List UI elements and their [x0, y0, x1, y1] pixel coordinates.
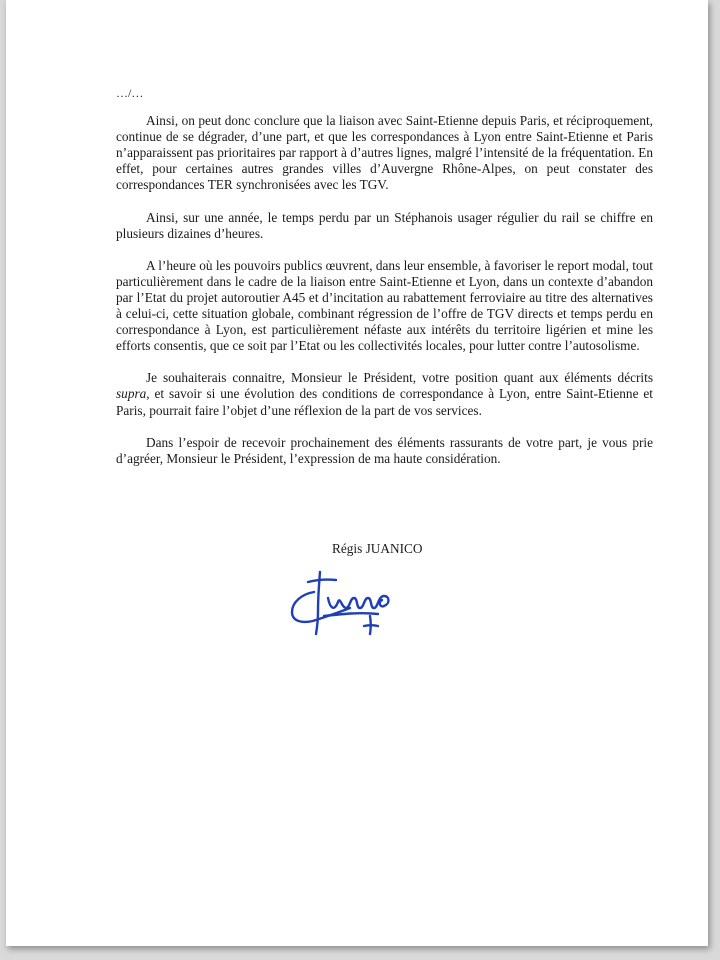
request-emphasis: supra — [116, 386, 147, 402]
paragraph-modal-shift: A l’heure où les pouvoirs publics œuvrent, dans leur ensemble, à favoriser le report modal, tout particulièrement dans le cadre de la liaison entre Saint-Etienne et Lyon, dans un contexte d’abandon par l’Etat du projet autoroutier A45 et d’incitation au rabattement ferroviaire au titre des alternatives à celui-ci, cette situation globale, combinant régression de l’offre de TGV directs et temps perdu en correspondance à Lyon, est particulièrement néfaste aux intérêts du territoire ligérien et mine les efforts consentis, que ce soit par l’Etat ou les collectivités locales, pour lutter contre l’autosolisme. — [116, 257, 653, 354]
request-text-after: , et savoir si une évolution des conditions de correspondance à Lyon, entre Saint-Etienne et Paris, pourrait faire l’objet d’une réflexion de la part de vos services. — [116, 386, 653, 418]
paragraph-time-lost: Ainsi, sur une année, le temps perdu par un Stéphanois usager régulier du rail se chiffre en plusieurs dizaines d’heures. — [116, 209, 653, 241]
letter-body — [116, 85, 653, 483]
continuation-mark: …/… — [116, 86, 144, 100]
paragraph-request — [116, 370, 653, 418]
paragraph-closing: Dans l’espoir de recevoir prochainement des éléments rassurants de votre part, je vous prie d’agréer, Monsieur le Président, l’expression de ma haute considération. — [116, 434, 653, 466]
request-text-before: Je souhaiterais connaitre, Monsieur le Président, votre position quant aux éléments décrits — [146, 370, 653, 386]
letter-page — [6, 0, 708, 946]
signatory-name: Régis JUANICO — [332, 541, 423, 556]
handwritten-signature — [284, 568, 404, 636]
paragraph-conclusion: Ainsi, on peut donc conclure que la liaison avec Saint-Etienne depuis Paris, et réciproquement, continue de se dégrader, d’une part, et que les correspondances à Lyon entre Saint-Etienne et Paris n’apparaissent pas prioritaires par rapport à d’autres lignes, malgré l’intensité de la fréquentation. En effet, pour certaines autres grandes villes d’Auvergne Rhône-Alpes, on peut constater des correspondances TER synchronisées avec les TGV. — [116, 113, 653, 193]
